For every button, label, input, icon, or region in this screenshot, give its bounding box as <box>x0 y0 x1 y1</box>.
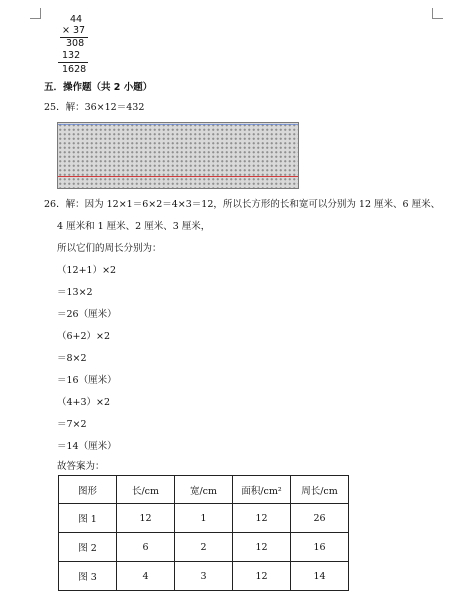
table-cell: 12 <box>233 562 291 591</box>
table-cell: 26 <box>291 504 349 533</box>
table-cell: 12 <box>233 504 291 533</box>
partial-product-2: 132 <box>62 50 81 61</box>
page-corner-top-right <box>432 8 443 19</box>
table-row <box>59 533 349 562</box>
page-corner-top-left <box>30 8 41 19</box>
q26-step-8: ＝7×2 <box>57 419 87 430</box>
table-cell: 1 <box>175 504 233 533</box>
table-cell: 图 2 <box>59 533 117 562</box>
table-row <box>59 562 349 591</box>
q26-line-1: 26．解：因为 12×1＝6×2＝4×3＝12，所以长方形的长和宽可以分别为 12 厘米、6 厘米、 <box>44 199 441 210</box>
q26-step-4: （6+2）×2 <box>57 331 111 342</box>
table-header-row <box>59 476 349 504</box>
answer-intro: 故答案为： <box>57 461 105 472</box>
grid-red-line <box>58 176 298 177</box>
multiplicand: 44 <box>70 14 83 25</box>
q26-line-3: 所以它们的周长分别为： <box>57 243 162 254</box>
q26-step-5: ＝8×2 <box>57 353 87 364</box>
table-cell: 12 <box>117 504 175 533</box>
q26-step-7: （4+3）×2 <box>57 397 111 408</box>
partial-product-1: 308 <box>66 38 85 49</box>
table-cell: 14 <box>291 562 349 591</box>
table-cell: 12 <box>233 533 291 562</box>
q25-answer: 25．解：36×12＝432 <box>44 102 145 113</box>
table-cell: 16 <box>291 533 349 562</box>
table-cell: 6 <box>117 533 175 562</box>
q26-line-2: 4 厘米和 1 厘米、2 厘米、3 厘米， <box>57 221 211 232</box>
dot-grid-figure <box>57 122 299 189</box>
grid-top-line <box>58 124 298 125</box>
header-cell: 长/cm <box>117 476 175 504</box>
header-cell: 周长/cm <box>291 476 349 504</box>
header-cell: 面积/cm² <box>233 476 291 504</box>
table-cell: 3 <box>175 562 233 591</box>
q26-step-3: ＝26（厘米） <box>57 309 117 320</box>
header-cell: 图形 <box>59 476 117 504</box>
header-cell: 宽/cm <box>175 476 233 504</box>
table-cell: 2 <box>175 533 233 562</box>
multiplier: × 37 <box>62 25 86 36</box>
q26-step-6: ＝16（厘米） <box>57 375 117 386</box>
q26-step-2: ＝13×2 <box>57 287 93 298</box>
mult-line-2 <box>58 62 88 63</box>
product-result: 1628 <box>62 64 87 75</box>
section-heading: 五．操作题（共 2 小题） <box>44 82 153 93</box>
answer-table <box>58 475 349 591</box>
table-cell: 图 3 <box>59 562 117 591</box>
table-cell: 图 1 <box>59 504 117 533</box>
q26-step-1: （12+1）×2 <box>57 265 117 276</box>
table-cell: 4 <box>117 562 175 591</box>
q26-step-9: ＝14（厘米） <box>57 441 117 452</box>
table-row <box>59 504 349 533</box>
